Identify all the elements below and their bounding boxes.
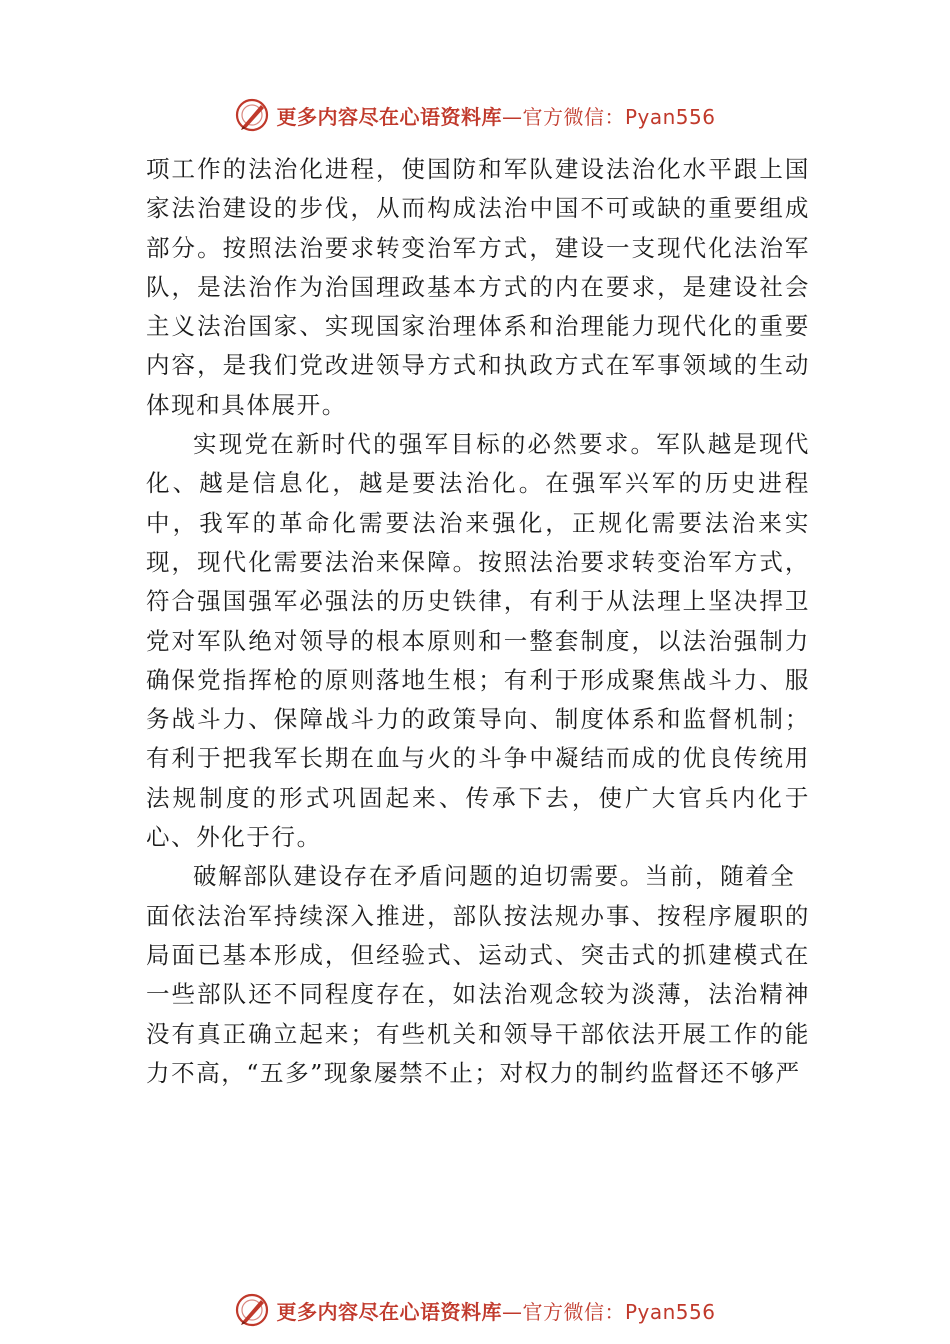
footer-banner [0, 1290, 950, 1330]
paragraph-1: 项工作的法治化进程，使国防和军队建设法治化水平跟上国家法治建设的步伐，从而构成法治中国不可或缺的重要组成部分。按照法治要求转变治军方式，建设一支现代化法治军队，是法治作为治国理政基本方式的内在要求，是建设社会主义法治国家、实现国家治理体系和治理能力现代化的重要内容，是我们党改进领导方式和执政方式在军事领域的生动体现和具体展开。 [146, 155, 810, 419]
header-banner [0, 95, 950, 135]
pen-logo-icon [234, 97, 270, 133]
paragraph-2: 实现党在新时代的强军目标的必然要求。军队越是现代化、越是信息化，越是要法治化。在强军兴军的历史进程中，我军的革命化需要法治来强化，正规化需要法治来实现，现代化需要法治来保障。按照法治要求转变治军方式，符合强国强军必强法的历史铁律，有利于从法理上坚决捍卫党对军队绝对领导的根本原则和一整套制度，以法治强制力确保党指挥枪的原则落地生根；有利于形成聚焦战斗力、服务战斗力、保障战斗力的政策导向、制度体系和监督机制；有利于把我军长期在血与火的斗争中凝结而成的优良传统用法规制度的形式巩固起来、传承下去，使广大官兵内化于心、外化于行。 [146, 430, 810, 852]
footer-wechat-text: —官方微信：Pyan556 [501, 1299, 716, 1324]
header-wechat-text: —官方微信：Pyan556 [501, 104, 716, 129]
pen-logo-icon [234, 1292, 270, 1328]
paragraph-3-start: 破解部队建设存在矛盾问题的迫切需要。当前，随着全 [193, 862, 796, 891]
footer-library-text: 更多内容尽在心语资料库 [276, 1299, 502, 1324]
document-body [146, 150, 810, 1093]
paragraph-3-continued: 面依法治军持续深入推进，部队按法规办事、按程序履职的局面已基本形成，但经验式、运动式、突击式的抓建模式在一些部队还不同程度存在，如法治观念较为淡薄，法治精神没有真正确立起来；有些机关和领导干部依法开展工作的能力不高，“五多”现象屡禁不止；对权力的制约监督还不够严 [146, 901, 810, 1087]
header-library-text: 更多内容尽在心语资料库 [276, 104, 502, 129]
